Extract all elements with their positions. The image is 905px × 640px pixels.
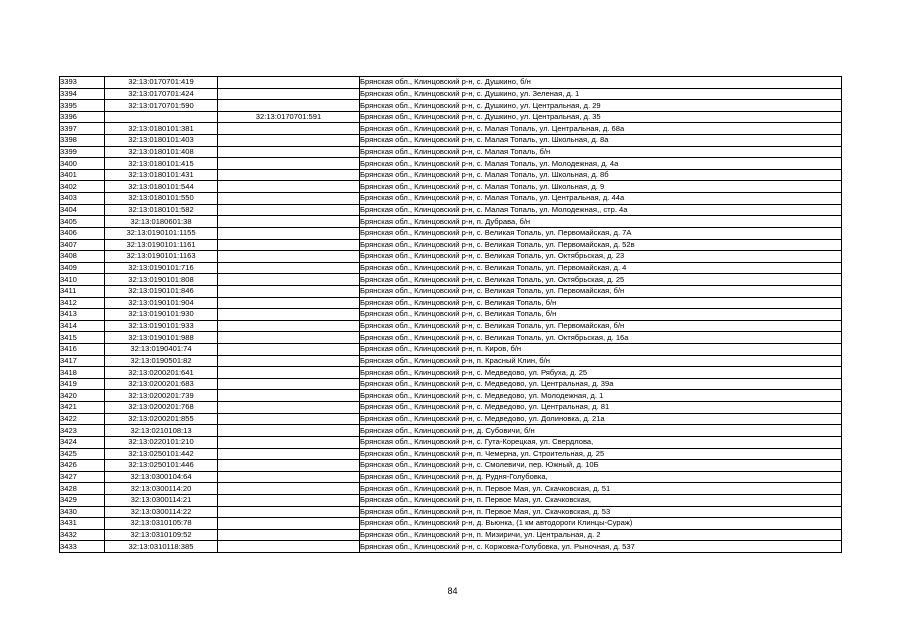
table-row	[60, 344, 842, 356]
cadastral-number-alt-cell	[218, 88, 360, 100]
table-row	[60, 297, 842, 309]
address-cell: Брянская обл., Клинцовский р-н, д. Рудня-Голубовка,	[360, 471, 842, 483]
cadastral-number-cell: 32:13:0250101:446	[105, 460, 218, 472]
row-number-cell: 3416	[60, 344, 105, 356]
cadastral-number-cell: 32:13:0170701:590	[105, 100, 218, 112]
row-number-cell: 3413	[60, 309, 105, 321]
address-cell: Брянская обл., Клинцовский р-н, с. Великая Топаль, ул. Октябрьская, д. 16а	[360, 332, 842, 344]
table-row	[60, 146, 842, 158]
address-cell: Брянская обл., Клинцовский р-н, с. Душкино, б/н	[360, 77, 842, 89]
table-row	[60, 193, 842, 205]
row-number-cell: 3407	[60, 239, 105, 251]
cadastral-number-cell: 32:13:0190101:716	[105, 262, 218, 274]
cadastral-number-cell: 32:13:0200201:683	[105, 378, 218, 390]
row-number-cell: 3424	[60, 436, 105, 448]
table-row	[60, 390, 842, 402]
table-row	[60, 158, 842, 170]
cadastral-number-cell: 32:13:0170701:424	[105, 88, 218, 100]
row-number-cell: 3406	[60, 227, 105, 239]
cadastral-number-cell: 32:13:0190101:904	[105, 297, 218, 309]
row-number-cell: 3414	[60, 320, 105, 332]
cadastral-number-alt-cell	[218, 227, 360, 239]
row-number-cell: 3429	[60, 494, 105, 506]
cadastral-number-cell: 32:13:0300114:21	[105, 494, 218, 506]
cadastral-number-cell: 32:13:0300114:20	[105, 483, 218, 495]
address-cell: Брянская обл., Клинцовский р-н, с. Великая Топаль, ул. Первомайская, д. 52в	[360, 239, 842, 251]
cadastral-number-cell: 32:13:0180101:582	[105, 204, 218, 216]
address-cell: Брянская обл., Клинцовский р-н, с. Великая Топаль, б/н	[360, 309, 842, 321]
page-number: 84	[447, 586, 458, 596]
cadastral-number-alt-cell	[218, 77, 360, 89]
row-number-cell: 3425	[60, 448, 105, 460]
cadastral-number-alt-cell	[218, 100, 360, 112]
row-number-cell: 3393	[60, 77, 105, 89]
address-cell: Брянская обл., Клинцовский р-н, п. Первое Мая, ул. Скачковская,	[360, 494, 842, 506]
cadastral-number-alt-cell	[218, 425, 360, 437]
table-row	[60, 285, 842, 297]
address-cell: Брянская обл., Клинцовский р-н, с. Душкино, ул. Центральная, д. 35	[360, 111, 842, 123]
row-number-cell: 3399	[60, 146, 105, 158]
cadastral-number-cell: 32:13:0180101:403	[105, 135, 218, 147]
cadastral-number-cell: 32:13:0310118:385	[105, 541, 218, 553]
row-number-cell: 3430	[60, 506, 105, 518]
cadastral-number-alt-cell	[218, 483, 360, 495]
address-cell: Брянская обл., Клинцовский р-н, с. Малая Топаль, ул. Центральная, д. 68а	[360, 123, 842, 135]
cadastral-number-alt-cell	[218, 239, 360, 251]
cadastral-number-alt-cell	[218, 529, 360, 541]
row-number-cell: 3433	[60, 541, 105, 553]
row-number-cell: 3398	[60, 135, 105, 147]
row-number-cell: 3431	[60, 518, 105, 530]
cadastral-number-alt-cell	[218, 262, 360, 274]
cadastral-number-cell: 32:13:0190401:74	[105, 344, 218, 356]
table-row	[60, 320, 842, 332]
row-number-cell: 3397	[60, 123, 105, 135]
cadastral-number-alt-cell	[218, 494, 360, 506]
cadastral-number-cell: 32:13:0180101:408	[105, 146, 218, 158]
table-row	[60, 123, 842, 135]
cadastral-number-alt-cell	[218, 146, 360, 158]
table-row	[60, 100, 842, 112]
cadastral-number-cell: 32:13:0190101:930	[105, 309, 218, 321]
cadastral-number-cell: 32:13:0200201:739	[105, 390, 218, 402]
row-number-cell: 3415	[60, 332, 105, 344]
row-number-cell: 3409	[60, 262, 105, 274]
cadastral-number-cell: 32:13:0200201:855	[105, 413, 218, 425]
table-row	[60, 227, 842, 239]
table-row	[60, 135, 842, 147]
table-row	[60, 274, 842, 286]
row-number-cell: 3394	[60, 88, 105, 100]
address-cell: Брянская обл., Клинцовский р-н, с. Медведово, ул. Центральная, д. 81	[360, 402, 842, 414]
table-row	[60, 111, 842, 123]
cadastral-number-cell: 32:13:0190101:1161	[105, 239, 218, 251]
cadastral-number-alt-cell	[218, 169, 360, 181]
address-cell: Брянская обл., Клинцовский р-н, с. Медведово, ул. Долиновка, д. 21а	[360, 413, 842, 425]
cadastral-number-alt-cell	[218, 285, 360, 297]
address-cell: Брянская обл., Клинцовский р-н, с. Малая Топаль, ул. Школьная, д. 8б	[360, 169, 842, 181]
address-cell: Брянская обл., Клинцовский р-н, с. Великая Топаль, б/н	[360, 297, 842, 309]
table-row	[60, 239, 842, 251]
address-cell: Брянская обл., Клинцовский р-н, с. Медведово, ул. Рябуха, д. 25	[360, 367, 842, 379]
address-cell: Брянская обл., Клинцовский р-н, с. Малая Топаль, ул. Школьная, д. 9	[360, 181, 842, 193]
cadastral-number-cell: 32:13:0300104:64	[105, 471, 218, 483]
table-row	[60, 460, 842, 472]
cadastral-number-cell: 32:13:0170701:419	[105, 77, 218, 89]
cadastral-number-alt-cell	[218, 471, 360, 483]
address-cell: Брянская обл., Клинцовский р-н, с. Великая Топаль, ул. Первомайская, б/н	[360, 285, 842, 297]
property-registry-table	[59, 76, 842, 553]
cadastral-number-alt-cell	[218, 344, 360, 356]
address-cell: Брянская обл., Клинцовский р-н, с. Малая Топаль, ул. Молодежная,, стр. 4а	[360, 204, 842, 216]
cadastral-number-cell	[105, 111, 218, 123]
address-cell: Брянская обл., Клинцовский р-н, с. Смолевичи, пер. Южный, д. 10Б	[360, 460, 842, 472]
table-row	[60, 332, 842, 344]
cadastral-number-alt-cell	[218, 413, 360, 425]
cadastral-number-cell: 32:13:0190101:1163	[105, 251, 218, 263]
address-cell: Брянская обл., Клинцовский р-н, с. Малая Топаль, б/н	[360, 146, 842, 158]
cadastral-number-cell: 32:13:0180601:38	[105, 216, 218, 228]
cadastral-number-alt-cell	[218, 390, 360, 402]
row-number-cell: 3396	[60, 111, 105, 123]
table-row	[60, 216, 842, 228]
row-number-cell: 3404	[60, 204, 105, 216]
cadastral-number-alt-cell	[218, 448, 360, 460]
cadastral-number-alt-cell	[218, 541, 360, 553]
address-cell: Брянская обл., Клинцовский р-н, с. Малая Топаль, ул. Центральная, д. 44а	[360, 193, 842, 205]
cadastral-number-cell: 32:13:0200201:641	[105, 367, 218, 379]
table-row	[60, 262, 842, 274]
cadastral-number-alt-cell	[218, 123, 360, 135]
row-number-cell: 3432	[60, 529, 105, 541]
cadastral-number-cell: 32:13:0180101:431	[105, 169, 218, 181]
cadastral-number-alt-cell	[218, 309, 360, 321]
address-cell: Брянская обл., Клинцовский р-н, п. Мизиричи, ул. Центральная, д. 2	[360, 529, 842, 541]
table-row	[60, 541, 842, 553]
table-body	[60, 77, 842, 553]
cadastral-number-alt-cell	[218, 135, 360, 147]
row-number-cell: 3417	[60, 355, 105, 367]
row-number-cell: 3411	[60, 285, 105, 297]
address-cell: Брянская обл., Клинцовский р-н, с. Великая Топаль, ул. Октябрьская, д. 25	[360, 274, 842, 286]
address-cell: Брянская обл., Клинцовский р-н, п. Дубрава, б/н	[360, 216, 842, 228]
cadastral-number-cell: 32:13:0180101:415	[105, 158, 218, 170]
address-cell: Брянская обл., Клинцовский р-н, с. Медведово, ул. Центральная, д. 39а	[360, 378, 842, 390]
table-row	[60, 506, 842, 518]
address-cell: Брянская обл., Клинцовский р-н, с. Великая Топаль, ул. Первомайская, д. 7А	[360, 227, 842, 239]
cadastral-number-cell: 32:13:0300114:22	[105, 506, 218, 518]
cadastral-number-alt-cell	[218, 181, 360, 193]
cadastral-number-cell: 32:13:0180101:544	[105, 181, 218, 193]
address-cell: Брянская обл., Клинцовский р-н, д. Субовичи, б/н	[360, 425, 842, 437]
address-cell: Брянская обл., Клинцовский р-н, п. Первое Мая, ул. Скачковская, д. 51	[360, 483, 842, 495]
cadastral-number-cell: 32:13:0180101:381	[105, 123, 218, 135]
table-row	[60, 355, 842, 367]
row-number-cell: 3405	[60, 216, 105, 228]
table-row	[60, 378, 842, 390]
row-number-cell: 3426	[60, 460, 105, 472]
cadastral-number-alt-cell	[218, 320, 360, 332]
table-row	[60, 251, 842, 263]
cadastral-number-cell: 32:13:0190501:82	[105, 355, 218, 367]
address-cell: Брянская обл., Клинцовский р-н, с. Душкино, ул. Зеленая, д. 1	[360, 88, 842, 100]
cadastral-number-cell: 32:13:0220101:210	[105, 436, 218, 448]
row-number-cell: 3400	[60, 158, 105, 170]
row-number-cell: 3427	[60, 471, 105, 483]
cadastral-number-cell: 32:13:0310109:52	[105, 529, 218, 541]
table-row	[60, 402, 842, 414]
row-number-cell: 3422	[60, 413, 105, 425]
cadastral-number-alt-cell	[218, 460, 360, 472]
cadastral-number-alt-cell	[218, 518, 360, 530]
table-row	[60, 204, 842, 216]
cadastral-number-alt-cell	[218, 355, 360, 367]
table-row	[60, 309, 842, 321]
table-row	[60, 483, 842, 495]
table-row	[60, 169, 842, 181]
cadastral-number-cell: 32:13:0210108:13	[105, 425, 218, 437]
row-number-cell: 3403	[60, 193, 105, 205]
address-cell: Брянская обл., Клинцовский р-н, д. Вьюнка, (1 км автодороги Клинцы-Сураж)	[360, 518, 842, 530]
cadastral-number-cell: 32:13:0190101:846	[105, 285, 218, 297]
row-number-cell: 3428	[60, 483, 105, 495]
table-row	[60, 181, 842, 193]
table-row	[60, 494, 842, 506]
cadastral-number-alt-cell: 32:13:0170701:591	[218, 111, 360, 123]
cadastral-number-cell: 32:13:0310105:78	[105, 518, 218, 530]
cadastral-number-alt-cell	[218, 297, 360, 309]
row-number-cell: 3410	[60, 274, 105, 286]
cadastral-number-alt-cell	[218, 367, 360, 379]
address-cell: Брянская обл., Клинцовский р-н, п. Киров, б/н	[360, 344, 842, 356]
cadastral-number-alt-cell	[218, 378, 360, 390]
row-number-cell: 3423	[60, 425, 105, 437]
address-cell: Брянская обл., Клинцовский р-н, с. Великая Топаль, ул. Первомайская, б/н	[360, 320, 842, 332]
table-row	[60, 425, 842, 437]
row-number-cell: 3412	[60, 297, 105, 309]
cadastral-number-alt-cell	[218, 402, 360, 414]
row-number-cell: 3395	[60, 100, 105, 112]
table-row	[60, 518, 842, 530]
cadastral-number-alt-cell	[218, 332, 360, 344]
address-cell: Брянская обл., Клинцовский р-н, с. Малая Топаль, ул. Молодежная, д. 4а	[360, 158, 842, 170]
cadastral-number-cell: 32:13:0190101:933	[105, 320, 218, 332]
cadastral-number-cell: 32:13:0250101:442	[105, 448, 218, 460]
address-cell: Брянская обл., Клинцовский р-н, с. Гута-Корецкая, ул. Свердлова,	[360, 436, 842, 448]
table-row	[60, 448, 842, 460]
cadastral-number-cell: 32:13:0200201:768	[105, 402, 218, 414]
address-cell: Брянская обл., Клинцовский р-н, п. Первое Мая, ул. Скачковская, д. 53	[360, 506, 842, 518]
cadastral-number-cell: 32:13:0190101:1155	[105, 227, 218, 239]
address-cell: Брянская обл., Клинцовский р-н, с. Медведово, ул. Молодежная, д. 1	[360, 390, 842, 402]
cadastral-number-cell: 32:13:0180101:550	[105, 193, 218, 205]
cadastral-number-alt-cell	[218, 158, 360, 170]
row-number-cell: 3402	[60, 181, 105, 193]
table-row	[60, 529, 842, 541]
address-cell: Брянская обл., Клинцовский р-н, с. Великая Топаль, ул. Первомайская, д. 4	[360, 262, 842, 274]
row-number-cell: 3418	[60, 367, 105, 379]
table-row	[60, 413, 842, 425]
cadastral-number-alt-cell	[218, 436, 360, 448]
table-row	[60, 367, 842, 379]
address-cell: Брянская обл., Клинцовский р-н, п. Чемерна, ул. Строительная, д. 25	[360, 448, 842, 460]
row-number-cell: 3421	[60, 402, 105, 414]
cadastral-number-alt-cell	[218, 251, 360, 263]
row-number-cell: 3408	[60, 251, 105, 263]
row-number-cell: 3401	[60, 169, 105, 181]
address-cell: Брянская обл., Клинцовский р-н, п. Красный Клин, б/н	[360, 355, 842, 367]
table-row	[60, 88, 842, 100]
cadastral-number-cell: 32:13:0190101:988	[105, 332, 218, 344]
address-cell: Брянская обл., Клинцовский р-н, с. Малая Топаль, ул. Школьная, д. 8а	[360, 135, 842, 147]
table-row	[60, 471, 842, 483]
table-row	[60, 77, 842, 89]
cadastral-number-alt-cell	[218, 506, 360, 518]
cadastral-number-alt-cell	[218, 274, 360, 286]
cadastral-number-alt-cell	[218, 193, 360, 205]
cadastral-number-alt-cell	[218, 204, 360, 216]
row-number-cell: 3419	[60, 378, 105, 390]
cadastral-number-cell: 32:13:0190101:808	[105, 274, 218, 286]
row-number-cell: 3420	[60, 390, 105, 402]
cadastral-number-alt-cell	[218, 216, 360, 228]
table-row	[60, 436, 842, 448]
address-cell: Брянская обл., Клинцовский р-н, с. Душкино, ул. Центральная, д. 29	[360, 100, 842, 112]
address-cell: Брянская обл., Клинцовский р-н, с. Коржовка-Голубовка, ул. Рыночная, д. 537	[360, 541, 842, 553]
address-cell: Брянская обл., Клинцовский р-н, с. Великая Топаль, ул. Октябрьская, д. 23	[360, 251, 842, 263]
